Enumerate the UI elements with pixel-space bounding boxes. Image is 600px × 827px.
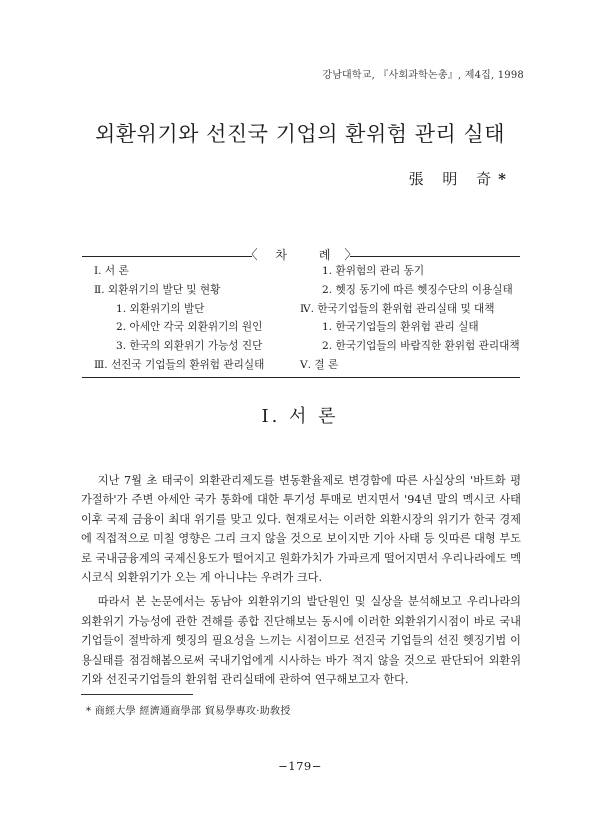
table-of-contents bbox=[82, 248, 520, 377]
footnote-rule bbox=[81, 694, 193, 695]
toc-left-column bbox=[94, 262, 264, 375]
toc-right-column bbox=[300, 262, 520, 375]
running-head: 강남대학교, 『사회과학논총』, 제4집, 1998 bbox=[322, 70, 524, 81]
toc-item: 1. 한국기업들의 환위험 관리 실태 bbox=[322, 321, 479, 334]
toc-right-bracket: 〉 bbox=[344, 248, 358, 263]
toc-item: 1. 외환위기의 발단 bbox=[116, 302, 205, 315]
toc-item: Ⅱ. 외환위기의 발단 및 현황 bbox=[94, 283, 221, 296]
paper-title: 외환위기와 선진국 기업의 환위험 관리 실태 bbox=[94, 122, 506, 146]
author-line bbox=[409, 168, 506, 189]
body-paragraph: 지난 7월 초 태국이 외환관리제도를 변동환율제로 변경함에 따른 사실상의 '바트화 평가절하'가 주변 아세안 국가 통화에 대한 투기성 투매로 번지면서 '94년 말의 멕시코 사태 이후 국제 금융이 최대 위기를 맞고 있다. 현재로서는 이러한 외환시장의 위기가 한국 경제에 직접적으로 미칠 영향은 그리 크지 않을 것으로 보이지만 기아 사태 등 잇따른 대형 부도로 국내금융계의 국제신용도가 떨어지고 원화가치가 가파르게 떨어지면서 우리나라에도 멕시코식 외환위기가 오는 게 아니냐는 우려가 크다. bbox=[81, 474, 521, 585]
toc-left-bracket: 〈 bbox=[244, 248, 258, 263]
toc-item: Ⅳ. 한국기업들의 환위험 관리실태 및 대책 bbox=[300, 302, 495, 315]
toc-heading bbox=[82, 244, 520, 263]
toc-item: 2. 헷징 동기에 따른 헷징수단의 이용실태 bbox=[322, 283, 513, 296]
toc-item: 1. 환위험의 관리 동기 bbox=[322, 265, 425, 277]
footnote: * 商經大學 經濟通商學部 貿易學專攻·助敎授 bbox=[86, 706, 291, 717]
author-name: 張 明 奇 bbox=[408, 170, 499, 188]
toc-item: 2. 아세안 각국 외환위기의 원인 bbox=[116, 321, 263, 334]
toc-heading-text: 차 례 bbox=[275, 248, 345, 262]
toc-item: 3. 한국의 외환위기 가능성 진단 bbox=[116, 340, 263, 353]
toc-bottom-rule bbox=[82, 377, 520, 378]
body-text bbox=[81, 471, 521, 689]
body-paragraph: 따라서 본 논문에서는 동남아 외환위기의 발단원인 및 실상을 분석해보고 우리나라의 외환위기 가능성에 관한 견해를 종합 진단해보는 동시에 이러한 외환위기시점이 바로 국내기업들이 절박하게 헷징의 필요성을 느끼는 시점이므로 선진국 기업들의 선진 헷징기법 이용실태를 점검해봄으로써 국내기업에게 시사하는 바가 적지 않을 것으로 판단되어 외환위기와 선진국기업들의 환위험 관리실태에 관하여 연구해보고자 한다. bbox=[81, 595, 521, 687]
author-footnote-mark: * bbox=[498, 170, 506, 188]
toc-item: Ⅲ. 선진국 기업들의 환위험 관리실태 bbox=[94, 358, 265, 371]
toc-item: Ⅴ. 결 론 bbox=[300, 358, 339, 371]
toc-item: Ⅰ. 서 론 bbox=[94, 265, 129, 277]
section-heading: I. 서 론 bbox=[261, 406, 339, 427]
page-number: −179− bbox=[278, 759, 322, 773]
toc-item: 2. 한국기업들의 바람직한 환위험 관리대책 bbox=[322, 340, 520, 353]
